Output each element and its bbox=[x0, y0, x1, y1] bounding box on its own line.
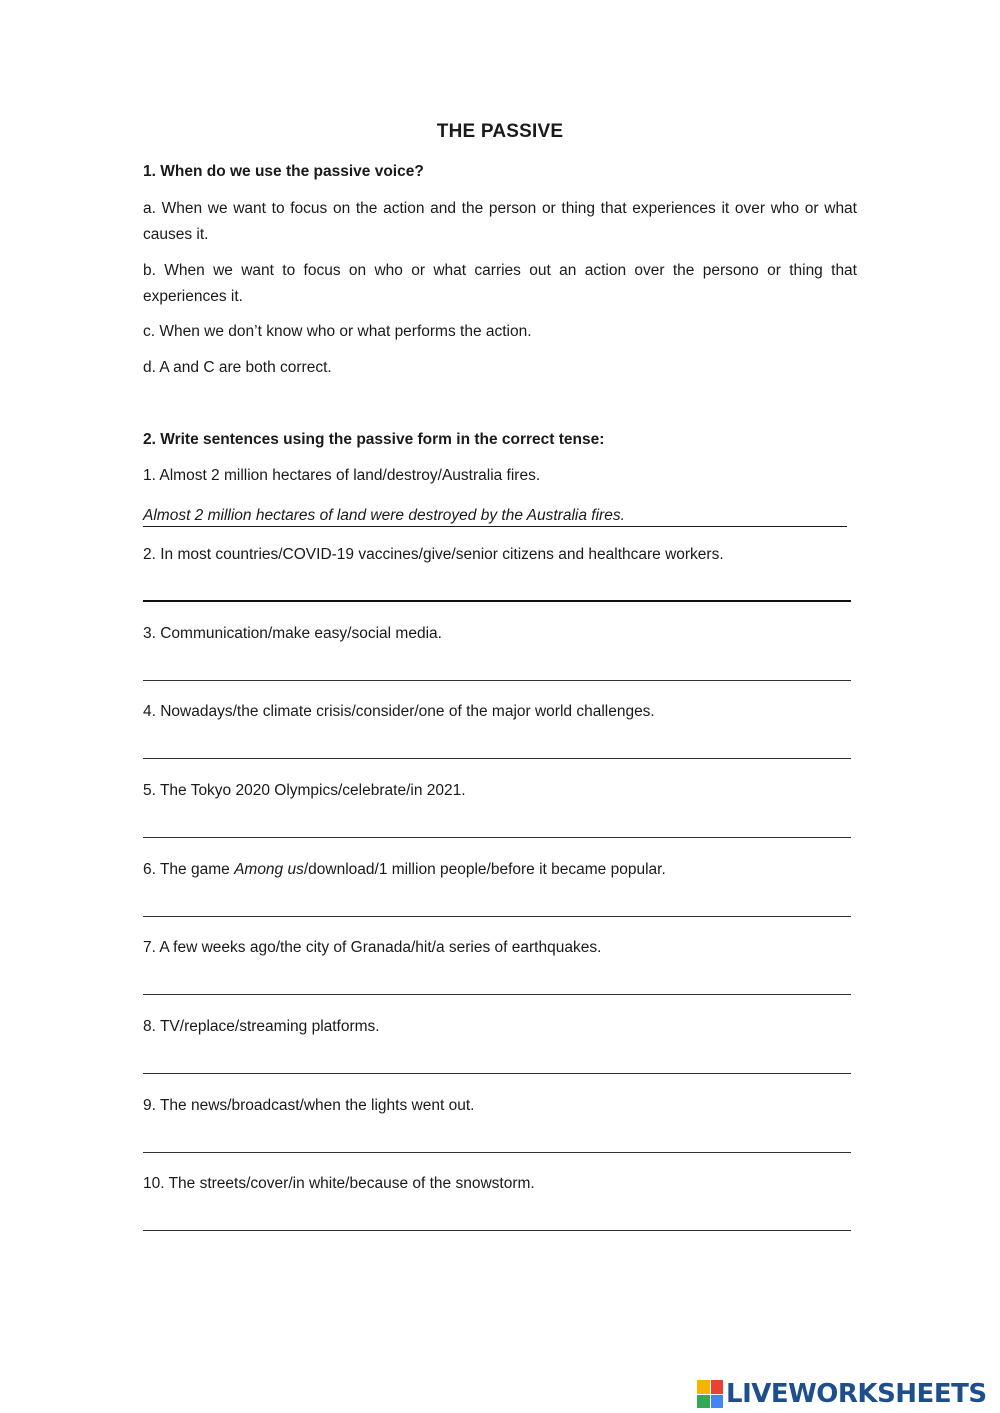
logo-square-green bbox=[697, 1395, 710, 1409]
item-7-prompt: 7. A few weeks ago/the city of Granada/hit/a series of earthquakes. bbox=[143, 939, 602, 956]
item-8-answer-line[interactable] bbox=[143, 1073, 851, 1074]
logo-square-blue bbox=[711, 1395, 724, 1409]
logo-square-red bbox=[711, 1380, 724, 1394]
option-b: b. When we want to focus on who or what carries out an action over the persono or thing that experiences it. bbox=[143, 262, 857, 305]
logo-text: LIVEWORKSHEETS bbox=[726, 1379, 987, 1409]
item-10-prompt: 10. The streets/cover/in white/because of the snowstorm. bbox=[143, 1175, 535, 1192]
item-8-prompt: 8. TV/replace/streaming platforms. bbox=[143, 1018, 380, 1035]
option-d: d. A and C are both correct. bbox=[143, 359, 332, 376]
option-c: c. When we don’t know who or what performs the action. bbox=[143, 323, 532, 340]
item-6-game-title: Among us bbox=[234, 861, 304, 878]
item-6-suffix: /download/1 million people/before it became popular. bbox=[303, 861, 666, 878]
liveworksheets-logo-icon bbox=[697, 1380, 723, 1408]
item-4-prompt: 4. Nowadays/the climate crisis/consider/one of the major world challenges. bbox=[143, 703, 655, 720]
item-3-prompt: 3. Communication/make easy/social media. bbox=[143, 625, 442, 642]
item-6-prompt bbox=[143, 861, 666, 879]
example-answer: Almost 2 million hectares of land were destroyed by the Australia fires. bbox=[143, 507, 847, 527]
item-9-prompt: 9. The news/broadcast/when the lights went out. bbox=[143, 1097, 475, 1114]
example-prompt: 1. Almost 2 million hectares of land/destroy/Australia fires. bbox=[143, 467, 541, 484]
item-2-answer-line[interactable] bbox=[143, 600, 851, 602]
question-2-heading: 2. Write sentences using the passive form in the correct tense: bbox=[143, 431, 605, 448]
logo-square-yellow bbox=[697, 1380, 710, 1394]
liveworksheets-logo bbox=[697, 1378, 987, 1410]
option-a: a. When we want to focus on the action and the person or thing that experiences it over who or what causes it. bbox=[143, 200, 857, 243]
item-3-answer-line[interactable] bbox=[143, 680, 851, 681]
question-1-heading: 1. When do we use the passive voice? bbox=[143, 163, 424, 180]
item-5-prompt: 5. The Tokyo 2020 Olympics/celebrate/in 2021. bbox=[143, 782, 466, 799]
item-9-answer-line[interactable] bbox=[143, 1152, 851, 1153]
item-6-answer-line[interactable] bbox=[143, 916, 851, 917]
item-10-answer-line[interactable] bbox=[143, 1230, 851, 1231]
item-4-answer-line[interactable] bbox=[143, 758, 851, 759]
item-5-answer-line[interactable] bbox=[143, 837, 851, 838]
item-7-answer-line[interactable] bbox=[143, 994, 851, 995]
page-title: THE PASSIVE bbox=[436, 121, 564, 142]
item-2-prompt: 2. In most countries/COVID-19 vaccines/give/senior citizens and healthcare workers. bbox=[143, 546, 724, 563]
item-6-prefix: 6. The game bbox=[143, 861, 235, 878]
